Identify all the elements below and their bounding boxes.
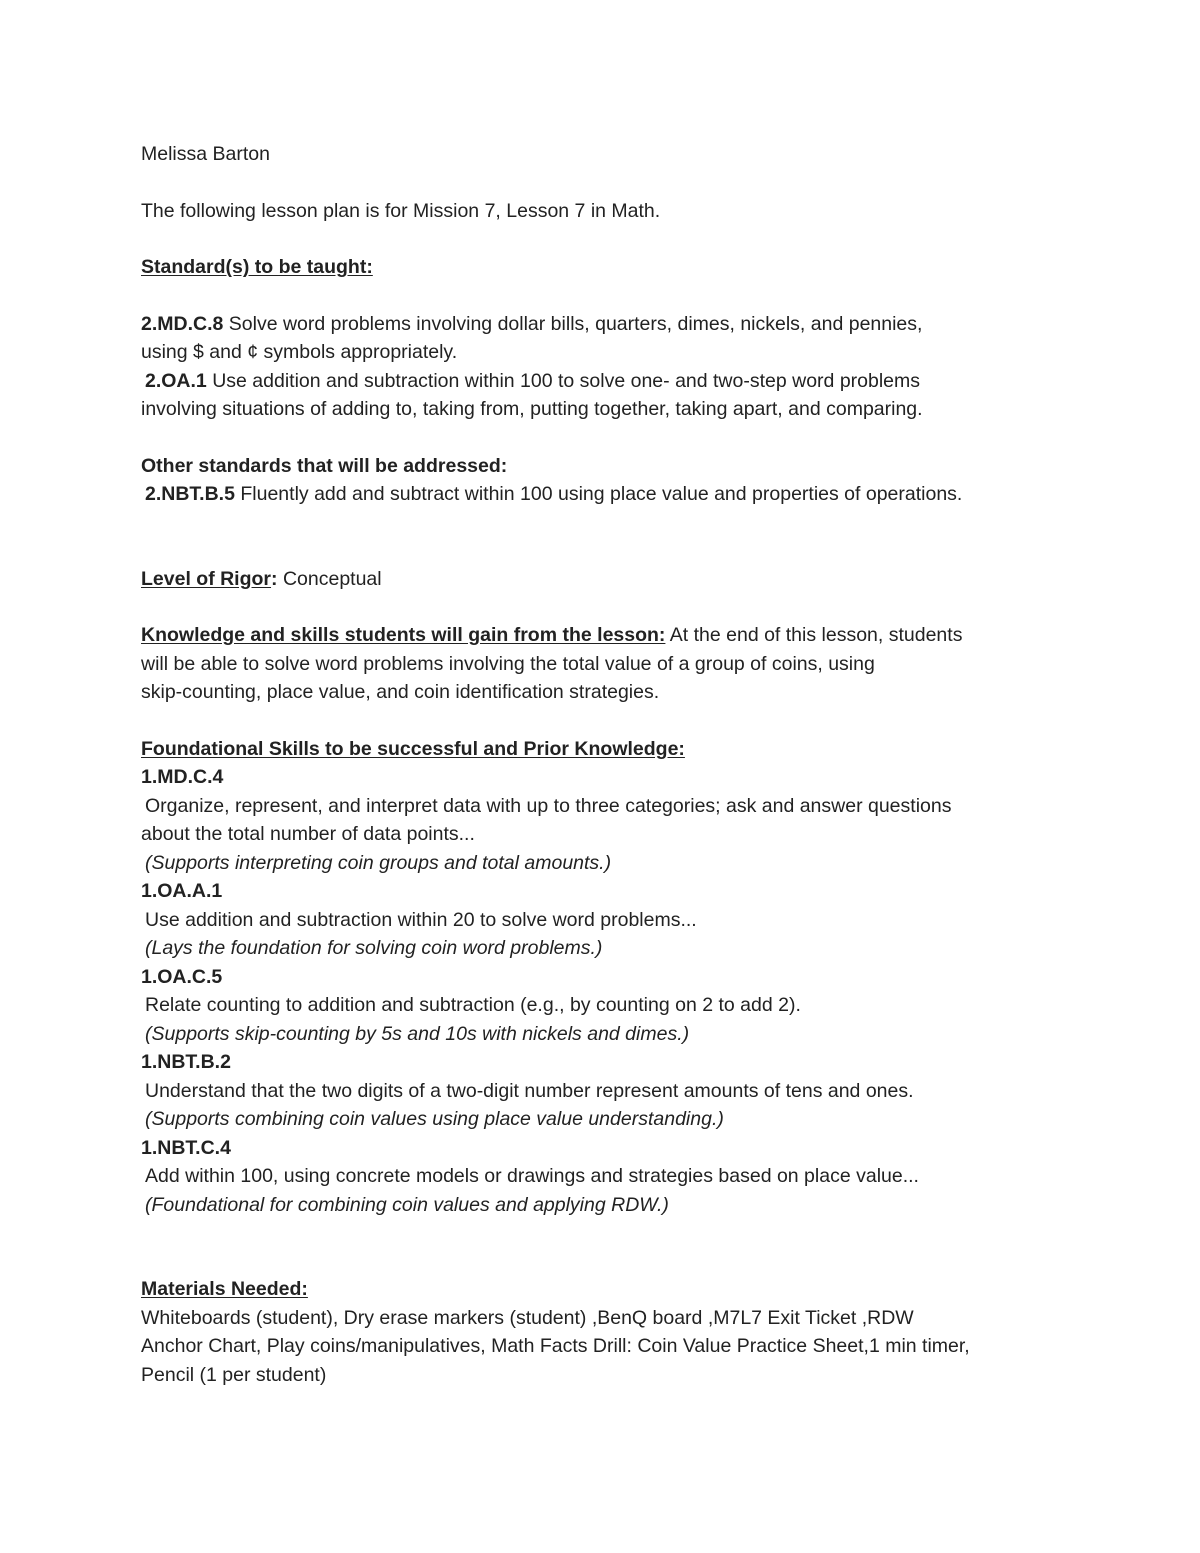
knowledge-text-cont: skip-counting, place value, and coin identification strategies. — [141, 681, 660, 703]
foundational-code: 1.NBT.B.2 — [141, 1051, 231, 1073]
standard-text-cont: involving situations of adding to, taking from, putting together, taking apart, and comparing. — [141, 398, 923, 420]
foundational-item — [141, 877, 1071, 963]
foundational-note: (Supports combining coin values using place value understanding.) — [145, 1108, 724, 1130]
foundational-text: Use addition and subtraction within 20 to solve word problems... — [145, 908, 697, 931]
foundational-text: Add within 100, using concrete models or drawings and strategies based on place value... — [145, 1165, 919, 1187]
other-standard-code: 2.NBT.B.5 — [145, 483, 235, 505]
materials-text: Whiteboards (student), Dry erase markers (student) ,BenQ board ,M7L7 Exit Ticket ,RDW — [141, 1306, 914, 1329]
foundational-code: 1.OA.C.5 — [141, 965, 223, 988]
foundational-item — [141, 763, 1071, 877]
document-page — [141, 140, 1071, 1389]
materials-heading: Materials Needed: — [141, 1278, 308, 1300]
foundational-code: 1.NBT.C.4 — [141, 1136, 231, 1159]
knowledge-heading: Knowledge and skills students will gain from the lesson: — [141, 624, 666, 646]
knowledge-text: At the end of this lesson, students — [665, 624, 963, 646]
foundational-code: 1.OA.A.1 — [141, 880, 223, 902]
standard-item — [141, 310, 1071, 367]
standard-item — [141, 367, 1071, 424]
foundational-item — [141, 1134, 1071, 1220]
foundational-item — [141, 1048, 1071, 1134]
rigor-value: Conceptual — [277, 567, 382, 590]
foundational-code: 1.MD.C.4 — [141, 766, 224, 788]
foundational-heading: Foundational Skills to be successful and Prior Knowledge: — [141, 737, 685, 760]
foundational-note: (Foundational for combining coin values and applying RDW.) — [145, 1193, 669, 1216]
foundational-text: Understand that the two digits of a two-digit number represent amounts of tens and ones. — [145, 1079, 914, 1102]
other-standards-heading: Other standards that will be addressed: — [141, 454, 508, 477]
foundational-note: (Supports interpreting coin groups and total amounts.) — [145, 851, 612, 874]
rigor-colon: : — [271, 567, 278, 590]
foundational-text: Relate counting to addition and subtraction (e.g., by counting on 2 to add 2). — [145, 994, 801, 1016]
knowledge-text-cont: will be able to solve word problems involving the total value of a group of coins, using — [141, 652, 875, 675]
foundational-text-cont: about the total number of data points... — [141, 823, 475, 845]
intro-text: The following lesson plan is for Mission 7, Lesson 7 in Math. — [141, 199, 661, 222]
materials-text-cont: Pencil (1 per student) — [141, 1363, 327, 1386]
standard-text: Use addition and subtraction within 100 to solve one- and two-step word problems — [206, 369, 921, 392]
foundational-item — [141, 963, 1071, 1049]
author-name: Melissa Barton — [141, 143, 270, 165]
rigor-line — [141, 565, 1071, 594]
standard-code: 2.OA.1 — [145, 369, 207, 392]
knowledge-line — [141, 621, 1071, 650]
rigor-label: Level of Rigor — [141, 567, 272, 590]
foundational-text: Organize, represent, and interpret data with up to three categories; ask and answer questions — [145, 794, 952, 817]
standard-text: Solve word problems involving dollar bills, quarters, dimes, nickels, and pennies, — [223, 312, 923, 335]
standard-text-cont: using $ and ¢ symbols appropriately. — [141, 341, 458, 363]
materials-text-cont: Anchor Chart, Play coins/manipulatives, Math Facts Drill: Coin Value Practice Sheet,1 min timer, — [141, 1335, 970, 1357]
foundational-note: (Lays the foundation for solving coin word problems.) — [145, 937, 603, 959]
other-standard-text: Fluently add and subtract within 100 using place value and properties of operations. — [234, 483, 963, 505]
standards-heading: Standard(s) to be taught: — [141, 256, 373, 278]
standard-code: 2.MD.C.8 — [141, 312, 224, 335]
foundational-note: (Supports skip-counting by 5s and 10s with nickels and dimes.) — [145, 1022, 690, 1045]
